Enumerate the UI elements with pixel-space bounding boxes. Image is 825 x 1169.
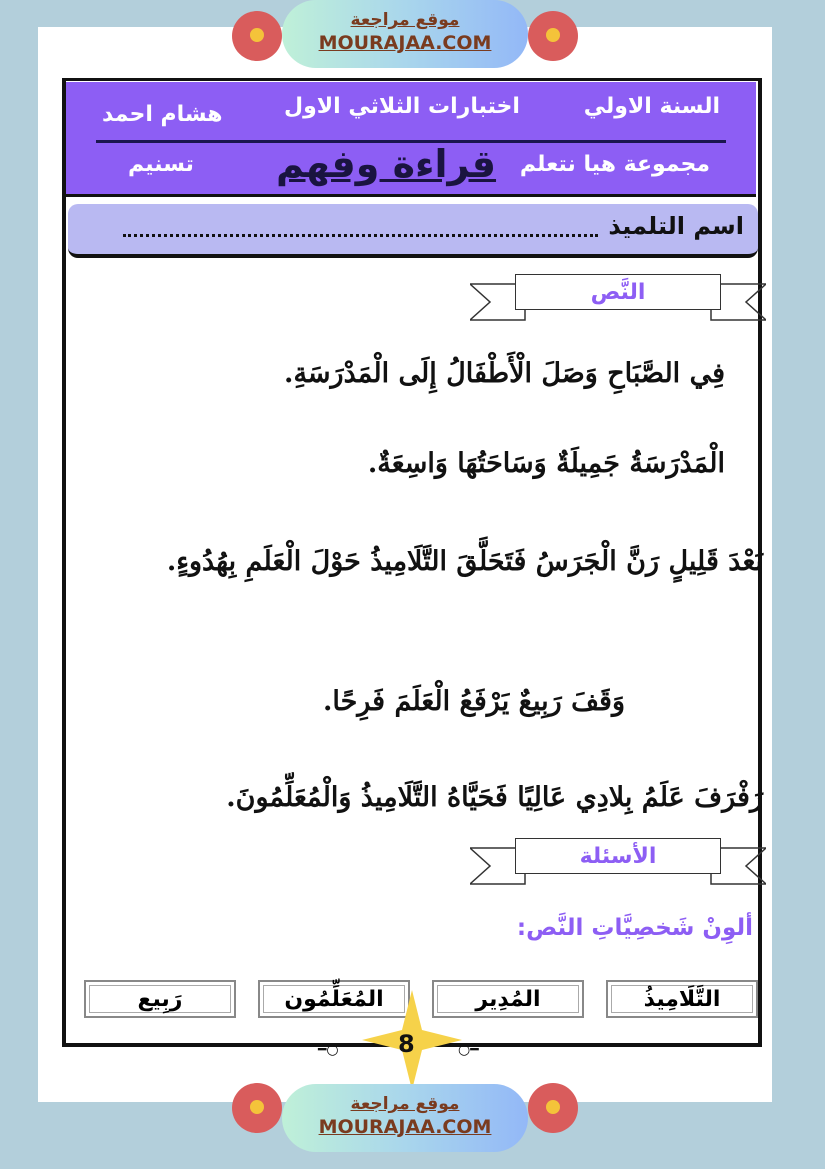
paragraph-5: رَفْرَفَ عَلَمُ بِلادِي عَالِيًا فَحَيَّاهُ التَّلَامِيذُ وَالْمُعَلِّمُونَ. [226, 782, 763, 813]
banner-arabic: موقع مراجعة [350, 10, 460, 30]
logo-icon [250, 28, 264, 42]
questions-section-ribbon [470, 838, 766, 882]
group-label: مجموعة هيا نتعلم [519, 152, 710, 177]
paragraph-2: الْمَدْرَسَةُ جَمِيلَةٌ وَسَاحَتُهَا وَاسِعَةٌ. [367, 448, 725, 479]
subject-title: قراءة وفهم [276, 142, 497, 186]
exam-label: اختبارات الثلاثي الاول [284, 94, 520, 119]
page-number-ornament-right: ○━ [458, 1042, 479, 1058]
grade-label: السنة الاولي [583, 94, 720, 119]
site-logo-badge-right [528, 11, 578, 61]
site-logo-badge-right [528, 1083, 578, 1133]
site-banner-top[interactable] [282, 0, 528, 68]
paragraph-4: وَقَفَ رَبِيعٌ يَرْفَعُ الْعَلَمَ فَرِحًا. [322, 686, 625, 717]
text-section-ribbon [470, 274, 766, 318]
page-number-ornament-left: ━○ [318, 1042, 339, 1058]
student-name-label: اسم التلميذ [608, 212, 744, 240]
author-name: تسنيم [128, 152, 194, 177]
logo-icon [546, 1100, 560, 1114]
option-rabie[interactable]: رَبِيع [84, 980, 236, 1018]
paragraph-3: بَعْدَ قَلِيلٍ رَنَّ الْجَرَسُ فَتَحَلَّقَ التَّلَامِيذُ حَوْلَ الْعَلَمِ بِهُدُوءٍ. [166, 546, 763, 577]
option-director[interactable]: المُدِير [432, 980, 584, 1018]
option-pupils[interactable]: التَّلَامِيذُ [606, 980, 758, 1018]
question-1: ألوِنْ شَخصِيَّاتِ النَّص: [516, 915, 753, 941]
banner-arabic: موقع مراجعة [350, 1094, 460, 1114]
name-dotted-line[interactable] [123, 234, 598, 237]
banner-domain: MOURAJAA.COM [318, 1116, 492, 1138]
site-banner-bottom[interactable] [282, 1084, 528, 1152]
logo-icon [546, 28, 560, 42]
site-logo-badge-left [232, 11, 282, 61]
page-number: 8 [398, 1030, 415, 1058]
teacher-name: هشام احمد [102, 102, 223, 127]
text-section-title: النَّص [515, 274, 721, 310]
logo-icon [250, 1100, 264, 1114]
site-logo-badge-left [232, 1083, 282, 1133]
questions-section-title: الأسئلة [515, 838, 721, 874]
option-teachers[interactable]: المُعَلِّمُون [258, 980, 410, 1018]
banner-domain: MOURAJAA.COM [318, 32, 492, 54]
paragraph-1: فِي الصَّبَاحِ وَصَلَ الْأَطْفَالُ إِلَى الْمَدْرَسَةِ. [284, 358, 725, 389]
student-name-field[interactable] [68, 204, 758, 258]
worksheet-header [66, 82, 756, 197]
